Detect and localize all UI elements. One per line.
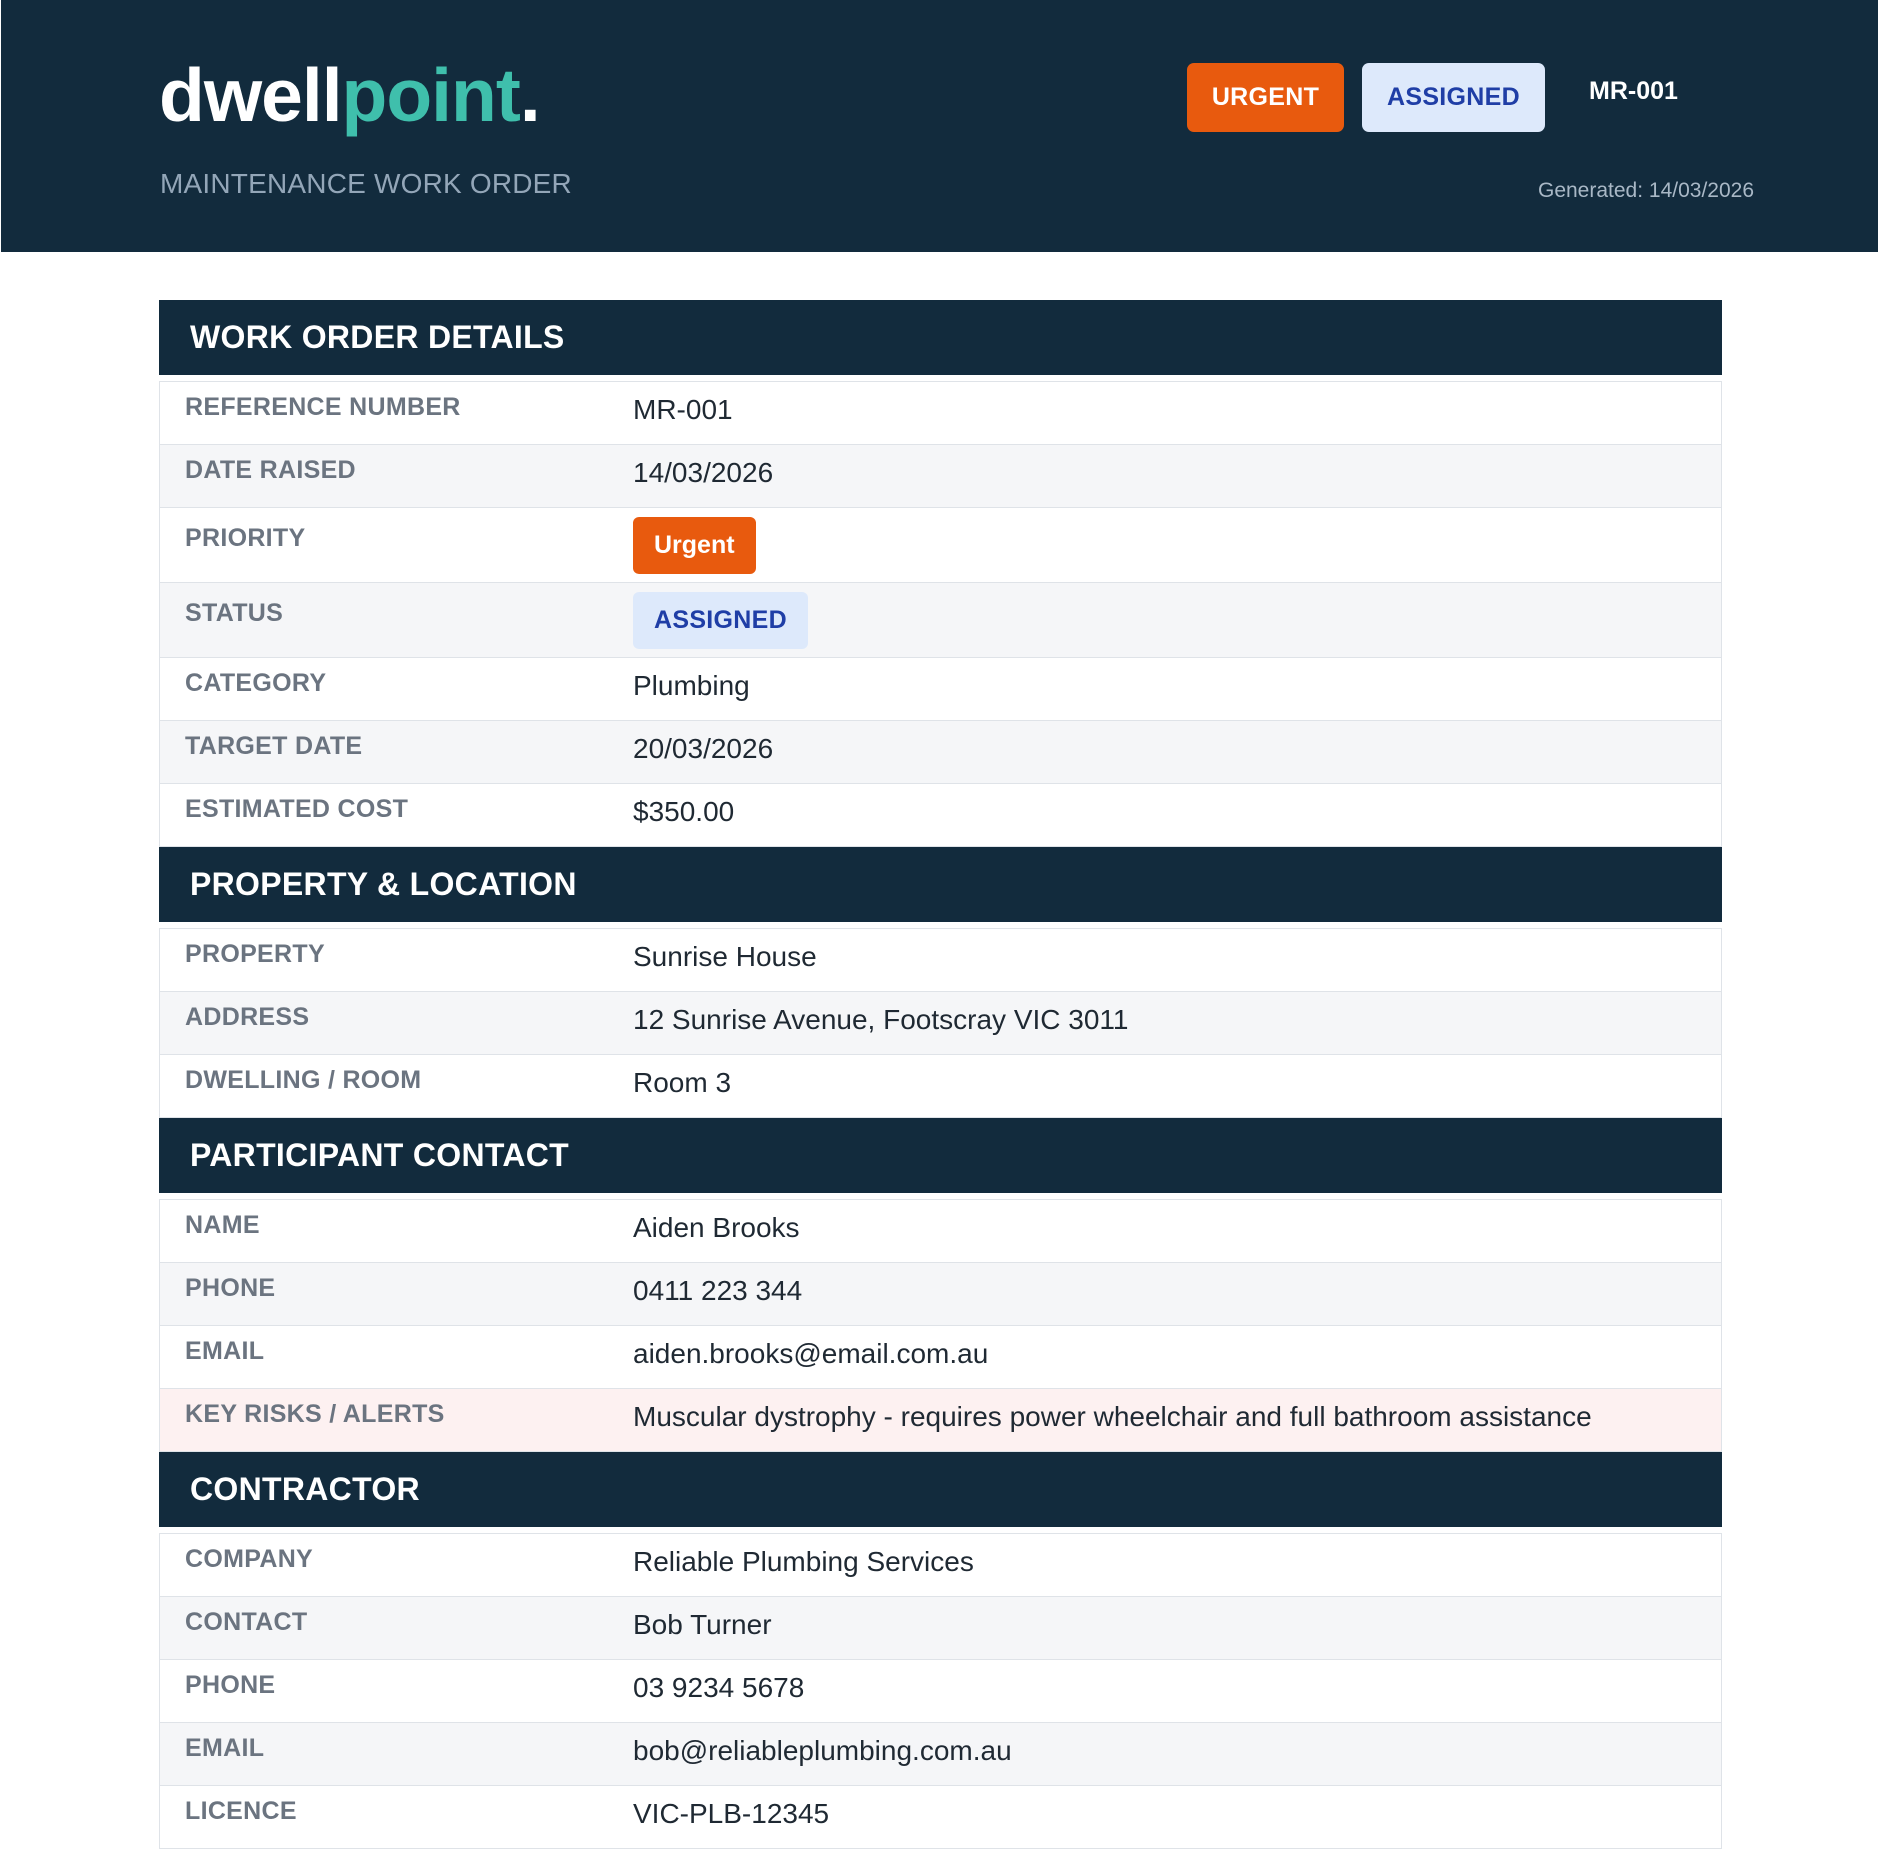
field-label: PROPERTY [185,940,325,968]
field-label: PRIORITY [185,524,306,552]
field-value: 12 Sunrise Avenue, Footscray VIC 3011 [633,1004,1129,1035]
section-property-location: PROPERTY & LOCATION [159,847,1722,922]
row-priority [160,508,1721,583]
section-work-order-details: WORK ORDER DETAILS [159,300,1722,375]
contractor-table [159,1533,1722,1849]
field-value: Aiden Brooks [633,1212,800,1243]
field-label: KEY RISKS / ALERTS [185,1400,445,1428]
property-table [159,928,1722,1118]
field-value: Bob Turner [633,1609,772,1640]
field-value: 03 9234 5678 [633,1672,805,1703]
section-participant-contact: PARTICIPANT CONTACT [159,1118,1722,1193]
section-contractor: CONTRACTOR [159,1452,1722,1527]
row-key-risks-alerts [160,1389,1721,1452]
field-value: $350.00 [633,796,735,827]
field-label: PHONE [185,1671,276,1699]
row-contractor-company [160,1533,1721,1597]
field-value: Reliable Plumbing Services [633,1546,974,1577]
logo-dot: . [519,53,540,137]
dwellpoint-logo [159,53,540,137]
row-contractor-licence [160,1786,1721,1849]
field-value: aiden.brooks@email.com.au [633,1338,989,1369]
row-contractor-phone [160,1660,1721,1723]
row-status [160,583,1721,658]
field-label: REFERENCE NUMBER [185,393,461,421]
priority-pill: Urgent [633,517,756,574]
work-order-details-table [159,381,1722,847]
row-estimated-cost [160,784,1721,847]
field-value: 20/03/2026 [633,733,774,764]
field-label: PHONE [185,1274,276,1302]
field-value: 0411 223 344 [633,1275,803,1306]
row-category [160,658,1721,721]
page-header [1,0,1878,252]
document-subtitle: MAINTENANCE WORK ORDER [160,168,572,199]
row-contractor-email [160,1723,1721,1786]
participant-table [159,1199,1722,1452]
generated-date: Generated: 14/03/2026 [1537,179,1754,202]
status-pill: ASSIGNED [633,592,808,649]
row-target-date [160,721,1721,784]
logo-text-dwell: dwell [159,53,342,137]
field-value: Plumbing [633,670,750,701]
row-date-raised [160,445,1721,508]
field-value: VIC-PLB-12345 [633,1798,830,1829]
field-label: NAME [185,1211,260,1239]
field-label: TARGET DATE [185,732,363,760]
row-address [160,992,1721,1055]
work-order-content [159,300,1722,1849]
field-value: bob@reliableplumbing.com.au [633,1735,1012,1766]
field-value: 14/03/2026 [633,457,774,488]
row-reference-number [160,381,1721,445]
row-dwelling-room [160,1055,1721,1118]
field-label: STATUS [185,599,284,627]
field-label: COMPANY [185,1545,314,1573]
field-value: Sunrise House [633,941,817,972]
field-label: ADDRESS [185,1003,310,1031]
logo-text-point: point [341,53,520,137]
field-label: ESTIMATED COST [185,795,409,823]
row-participant-name [160,1199,1721,1263]
field-label: DWELLING / ROOM [185,1066,422,1094]
field-value: Muscular dystrophy - requires power wheelchair and full bathroom assistance [633,1401,1592,1432]
reference-id: MR-001 [1589,77,1678,105]
field-label: EMAIL [185,1734,265,1762]
field-label: LICENCE [185,1797,297,1825]
field-label: CATEGORY [185,669,327,697]
priority-badge: URGENT [1187,63,1344,132]
row-contractor-contact [160,1597,1721,1660]
status-badge: ASSIGNED [1362,63,1545,132]
row-participant-phone [160,1263,1721,1326]
row-property [160,928,1721,992]
field-label: CONTACT [185,1608,308,1636]
field-value: MR-001 [633,394,733,425]
field-label: DATE RAISED [185,456,356,484]
row-participant-email [160,1326,1721,1389]
field-label: EMAIL [185,1337,265,1365]
field-value: Room 3 [633,1067,732,1098]
